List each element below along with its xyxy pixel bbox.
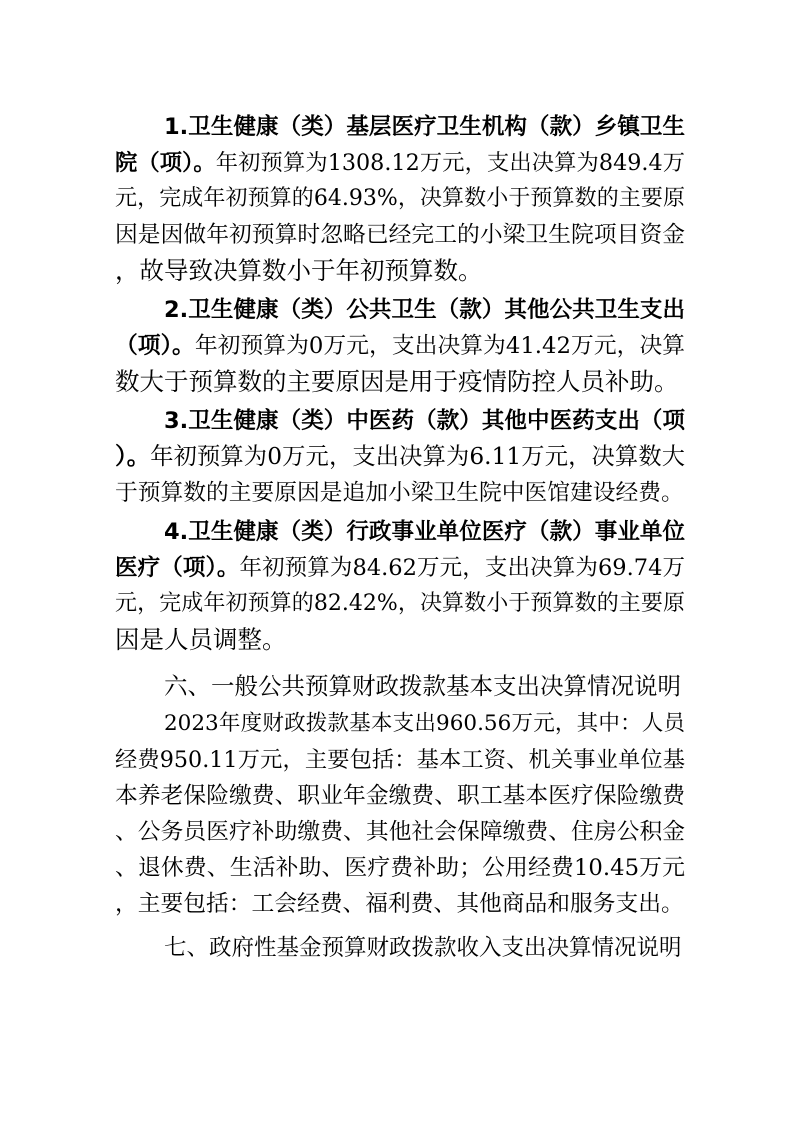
- section-6-line-2: 经费950.11万元，主要包括：基本工资、机关事业单位基: [115, 747, 685, 773]
- section-6-line-4: 、公务员医疗补助缴费、其他社会保障缴费、住房公积金: [115, 819, 685, 845]
- para-2-line-1: [164, 292, 685, 328]
- para-4-line-2: 医疗（项）。年初预算为84.62万元，支出决算为69.74万: [115, 555, 685, 581]
- para-2-heading: 2.卫生健康（类）公共卫生（款）其他公共卫生支出: [164, 297, 685, 323]
- section-6-line-6: ，主要包括：工会经费、福利费、其他商品和服务支出。: [115, 891, 684, 917]
- para-2-line-3: 数大于预算数的主要原因是用于疫情防控人员补助。: [115, 367, 679, 396]
- para-1-line-4: 因是因做年初预算时忽略已经完工的小梁卫生院项目资金: [115, 222, 685, 248]
- para-3-line-3: 于预算数的主要原因是追加小梁卫生院中医馆建设经费。: [115, 480, 684, 506]
- para-4-heading: 4.卫生健康（类）行政事业单位医疗（款）事业单位: [164, 519, 685, 545]
- para-3-line-2: ）。年初预算为0万元，支出决算为6.11万元，决算数大: [115, 443, 685, 470]
- para-1-line-2: 院（项）。年初预算为1308.12万元，支出决算为849.4万: [115, 150, 685, 176]
- para-1-line-1: [164, 109, 685, 145]
- section-6-line-5: 、退休费、生活补助、医疗费补助；公用经费10.45万元: [115, 855, 685, 881]
- section-6-line-3: 本养老保险缴费、职业年金缴费、职工基本医疗保险缴费: [115, 783, 685, 809]
- para-1-line-5: ，故导致决算数小于年初预算数。: [115, 256, 483, 285]
- para-2-heading-end: （项）。: [115, 333, 195, 359]
- para-4-heading-end: 医疗（项）。: [115, 555, 240, 581]
- para-3-heading: 3.卫生健康（类）中医药（款）其他中医药支出（项: [164, 408, 685, 434]
- para-4-line-3: 元，完成年初预算的82.42%，决算数小于预算数的主要原: [115, 591, 685, 616]
- para-4-line-4: 因是人员调整。: [115, 625, 287, 654]
- para-3-heading-end: ）。: [115, 443, 151, 470]
- para-3-line-1: [164, 403, 685, 439]
- para-1-heading: 1.卫生健康（类）基层医疗卫生机构（款）乡镇卫生: [164, 114, 685, 140]
- section-7-heading: 七、政府性基金预算财政拨款收入支出决算情况说明: [164, 935, 682, 961]
- section-6-line-1: 2023年度财政拨款基本支出960.56万元，其中：人员: [164, 711, 685, 736]
- para-4-line-1: [164, 514, 685, 550]
- para-1-line-3: 元，完成年初预算的64.93%，决算数小于预算数的主要原: [115, 186, 685, 211]
- section-6-heading: 六、一般公共预算财政拨款基本支出决算情况说明: [164, 672, 681, 700]
- para-1-heading-end: 院（项）。: [115, 150, 216, 176]
- para-2-line-2: （项）。年初预算为0万元，支出决算为41.42万元，决算: [115, 333, 686, 359]
